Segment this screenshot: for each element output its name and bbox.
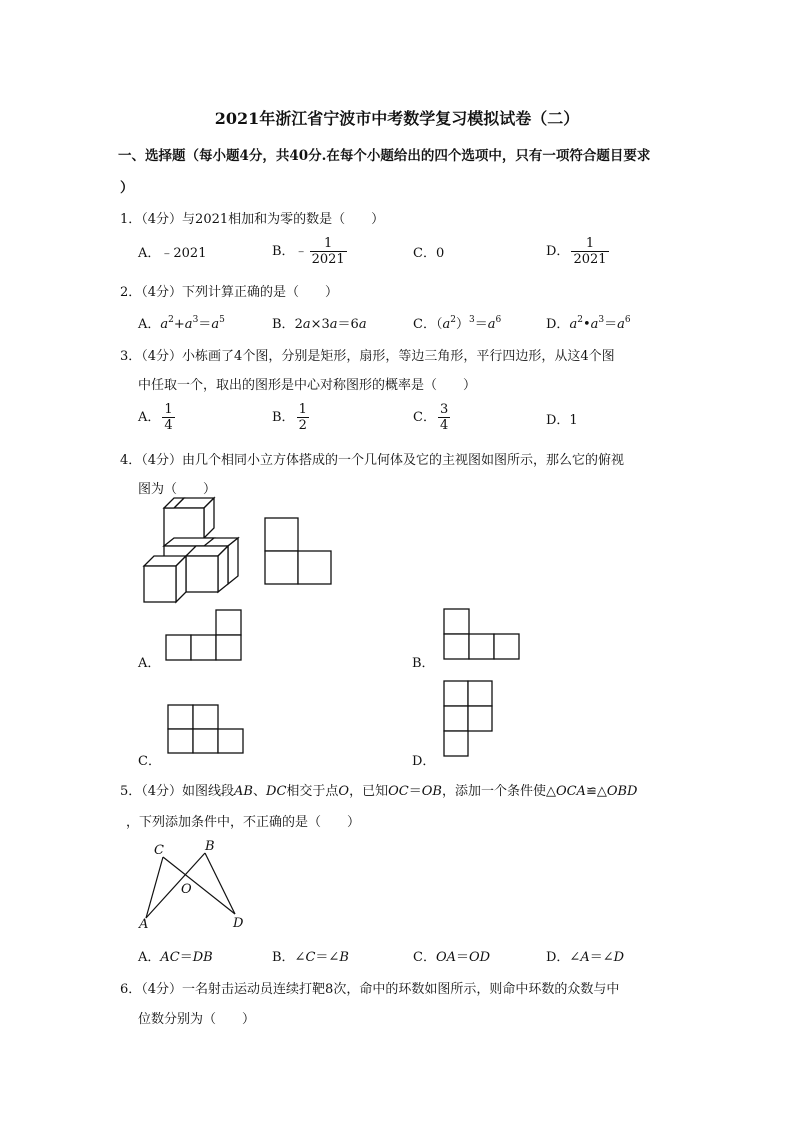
q5-b-label: B．∠ — [272, 950, 306, 965]
q5-d-right: D — [613, 950, 625, 965]
q5-option-d — [546, 946, 624, 965]
q5-b-eq: ＝∠ — [315, 950, 340, 965]
q1-option-a: A．﹣2021 — [138, 246, 207, 261]
question-5-stem-line1 — [120, 780, 637, 799]
question-5-stem-line2: ，下列添加条件中，不正确的是（ ） — [126, 815, 361, 830]
q5-tri-oca: OCA — [555, 784, 586, 799]
question-3-stem-line1: 3．（4分）小栋画了4个图，分别是矩形，扇形，等边三角形，平行四边形，从这4个图 — [120, 349, 615, 364]
q2-a-eq: ＝ — [198, 317, 212, 332]
q5-option-c — [413, 946, 490, 965]
q2-d-eq: ＝ — [604, 317, 618, 332]
q5-d-left: A — [580, 950, 590, 965]
q5-label-a: A — [139, 917, 149, 932]
q2-c-label: C．（ — [413, 317, 443, 332]
question-1-stem: 1．（4分）与2021相加和为零的数是（ ） — [120, 212, 385, 227]
q4-option-a-label: A． — [138, 656, 161, 671]
question-6-stem-line1: 6．（4分）一名射击运动员连续打靶8次，命中的环数如图所示，则命中环数的众数与中 — [120, 982, 620, 997]
q5-stem-pre: 5．（4分）如图线段 — [120, 784, 235, 799]
question-3-stem-line2: 中任取一个，取出的图形是中心对称图形的概率是（ ） — [138, 378, 477, 393]
q2-c-base2: a — [487, 317, 496, 332]
q2-b-text1: 2 — [294, 317, 303, 332]
q2-c-eq: ＝ — [474, 317, 488, 332]
q2-b-a1: a — [302, 317, 311, 332]
q2-d-base2: a — [590, 317, 599, 332]
q4-option-d-label: D． — [412, 754, 436, 769]
q4-option-b-figure — [444, 609, 519, 659]
fraction-numerator: 1 — [298, 402, 307, 417]
fraction-denominator: 4 — [439, 418, 449, 433]
q5-label-o: O — [181, 882, 192, 897]
fraction-numerator: 1 — [571, 236, 608, 252]
q2-a-exp1: 2 — [168, 315, 174, 325]
fraction-denominator: 2021 — [573, 252, 607, 267]
q2-d-label: D． — [546, 317, 570, 332]
q2-d-base1: a — [569, 317, 578, 332]
q5-c-eq: ＝ — [456, 950, 470, 965]
q4-solid-figure — [144, 498, 238, 602]
fraction-numerator: 3 — [439, 402, 449, 417]
q5-label-c: C — [154, 843, 164, 858]
section-heading-cont: ） — [120, 180, 134, 196]
q5-a-left: AC — [160, 950, 180, 965]
q4-option-c-figure — [168, 705, 243, 753]
fraction-numerator: 1 — [164, 402, 173, 417]
q2-d-base3: a — [617, 317, 625, 332]
q5-a-right: DB — [192, 950, 213, 965]
page-title: 2021年浙江省宁波市中考数学复习模拟试卷（二） — [214, 109, 580, 128]
q5-seg-ob: OB — [421, 784, 442, 799]
q2-a-plus: + — [173, 317, 185, 332]
q5-stem-mid: 相交于点 — [286, 784, 339, 799]
q5-b-left: C — [305, 950, 316, 965]
q5-label-b: B — [205, 839, 215, 854]
q5-seg-oc: OC — [388, 784, 409, 799]
q3-option-d: D．1 — [546, 413, 578, 428]
q5-c-label: C． — [413, 950, 436, 965]
q5-point-o: O — [338, 784, 350, 799]
q2-c-exp2: 3 — [468, 315, 475, 325]
q5-c-right: OD — [469, 950, 491, 965]
cube-left-front — [144, 556, 186, 602]
q5-d-eq: ＝∠ — [589, 950, 614, 965]
q2-c-exp1: 2 — [450, 315, 456, 325]
q5-eq: ＝ — [408, 784, 422, 799]
q4-option-a-figure — [166, 610, 241, 660]
section-heading: 一、选择题（每小题4分，共40分.在每个小题给出的四个选项中，只有一项符合题目要求 — [118, 148, 651, 164]
q2-c-exp3: 6 — [495, 315, 502, 325]
q5-seg-ab: AB — [234, 784, 253, 799]
q5-a-label: A． — [138, 950, 161, 965]
q2-d-exp1: 2 — [577, 315, 583, 325]
q1-option-b-label: B． — [272, 244, 295, 259]
q3-a-label: A． — [138, 410, 161, 425]
q2-d-dot: • — [582, 317, 591, 332]
q1-option-d-label: D． — [546, 244, 570, 259]
q2-b-a3: a — [358, 317, 367, 332]
question-2-stem: 2．（4分）下列计算正确的是（ ） — [120, 285, 339, 300]
question-6-stem-line2: 位数分别为（ ） — [138, 1012, 256, 1027]
q5-option-a — [138, 946, 213, 965]
q3-b-label: B． — [272, 410, 295, 425]
q5-stem-mid3: ，添加一个条件使△ — [441, 784, 556, 799]
question-4-stem-line1: 4．（4分）由几个相同小立方体搭成的一个几何体及它的主视图如图所示，那么它的俯视 — [120, 453, 625, 468]
q4-option-b-label: B． — [412, 656, 435, 671]
q2-a-base2: a — [184, 317, 193, 332]
q5-label-d: D — [233, 916, 244, 931]
q2-a-label: A． — [138, 317, 161, 332]
q2-d-exp2: 3 — [598, 315, 605, 325]
q2-c-base1: a — [442, 317, 451, 332]
q1-option-c: C．0 — [413, 246, 445, 261]
q4-option-c-label: C． — [138, 754, 161, 769]
q5-c-left: OA — [435, 950, 456, 965]
fraction-numerator: 1 — [310, 236, 347, 252]
q2-a-exp3: 5 — [219, 315, 225, 325]
q5-sep: 、 — [253, 784, 267, 799]
q2-a-exp2: 3 — [192, 315, 199, 325]
q5-b-right: B — [339, 950, 349, 965]
fraction-denominator: 2021 — [311, 252, 345, 267]
q5-seg-dc: DC — [266, 784, 287, 799]
q5-a-eq: ＝ — [179, 950, 193, 965]
q2-b-label: B． — [272, 317, 295, 332]
q2-a-base1: a — [160, 317, 169, 332]
q1-option-b-sign: ﹣ — [294, 244, 308, 259]
question-4-stem-line2: 图为（ ） — [138, 482, 217, 497]
fraction-denominator: 2 — [298, 418, 307, 433]
q2-b-a2: a — [329, 317, 338, 332]
q5-tri-obd: OBD — [606, 784, 638, 799]
q2-c-close: ） — [455, 317, 469, 332]
q2-d-exp3: 6 — [624, 315, 631, 325]
q5-stem-mid2: ，已知 — [349, 784, 389, 799]
q5-d-label: D．∠ — [546, 950, 581, 965]
cube-right-front — [186, 546, 228, 592]
q4-option-d-figure — [444, 681, 492, 756]
q4-front-view — [265, 518, 331, 584]
q5-option-b — [272, 946, 349, 965]
q3-c-label: C． — [413, 410, 436, 425]
fraction-denominator: 4 — [164, 418, 173, 433]
q2-b-eq: ＝6 — [337, 317, 359, 332]
q5-cong: ≌△ — [585, 784, 607, 799]
q2-b-times: ×3 — [310, 317, 330, 332]
q2-a-base3: a — [211, 317, 220, 332]
